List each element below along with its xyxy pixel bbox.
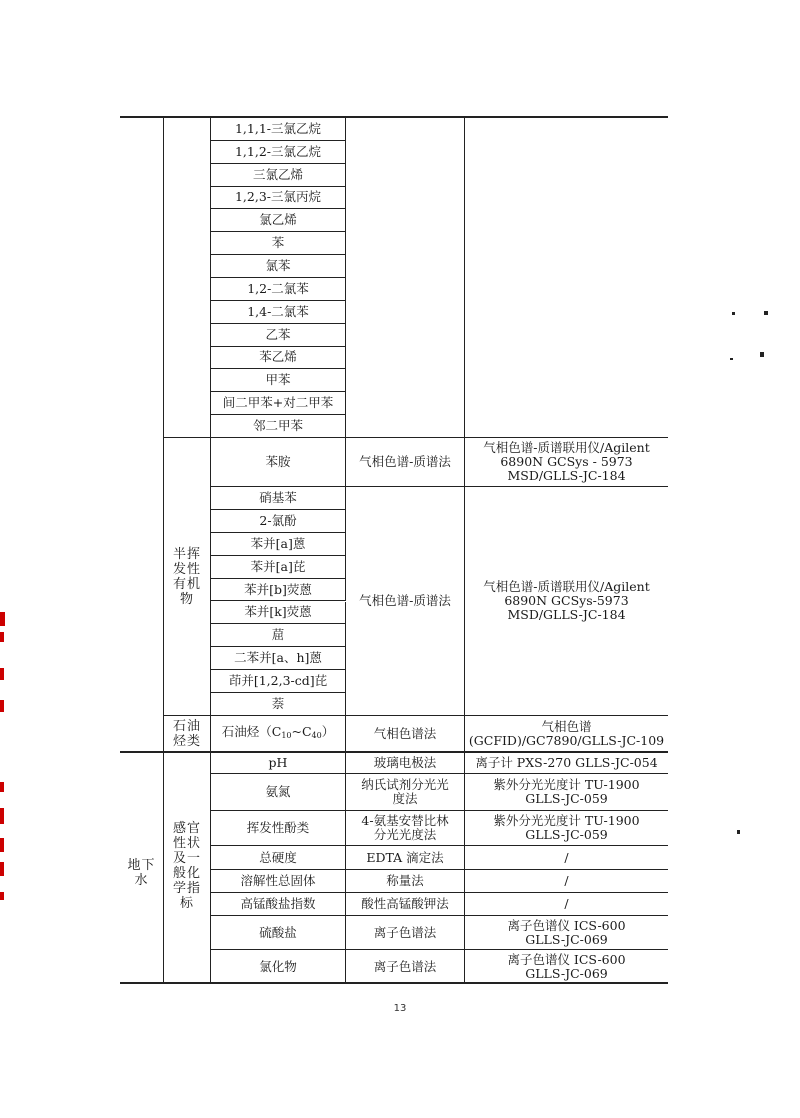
svoc-item: 苯并[b]荧蒽 <box>244 581 312 597</box>
aniline-instrument-line: MSD/GLLS-JC-184 <box>507 468 626 483</box>
groundwater-instrument-line: GLLS-JC-069 <box>525 931 608 947</box>
groundwater-method-line: 离子色谱法 <box>373 924 437 940</box>
voc-item-cell <box>211 301 346 324</box>
stamp-edge-mark <box>0 838 4 852</box>
groundwater-method-cell <box>346 846 465 870</box>
svoc-item-cell <box>211 556 346 579</box>
voc-item-cell <box>211 187 346 210</box>
stamp-edge-mark <box>0 612 5 626</box>
svoc-item-cell <box>211 487 346 510</box>
petroleum-instrument-line: 气相色谱 <box>541 719 592 734</box>
voc-item: 1,4-二氯苯 <box>247 303 309 319</box>
svoc-method: 气相色谱-质谱法 <box>359 593 451 608</box>
groundwater-medium-cell <box>120 752 164 983</box>
groundwater-instrument-cell <box>465 916 668 950</box>
groundwater-method-cell <box>346 752 465 774</box>
stamp-edge-mark <box>0 892 4 900</box>
groundwater-method-line: 离子色谱法 <box>373 958 437 974</box>
petroleum-instrument-line: (GCFID)/GC7890/GLLS-JC-109 <box>468 733 665 748</box>
svoc-item-cell <box>211 624 346 647</box>
svoc-instrument-line: MSD/GLLS-JC-184 <box>507 607 626 622</box>
svoc-item: 苯并[a]芘 <box>250 558 306 574</box>
aniline-method-cell <box>346 438 465 487</box>
groundwater-instrument-cell <box>465 950 668 983</box>
groundwater-method-line: 4-氨基安替比林 <box>361 813 449 828</box>
svoc-item-cell <box>211 533 346 556</box>
groundwater-method-cell <box>346 870 465 893</box>
svoc-category-line: 发性 <box>172 561 201 577</box>
svoc-item-cell <box>211 602 346 625</box>
svoc-item: 茚并[1,2,3-cd]芘 <box>228 673 328 689</box>
groundwater-instrument-line: GLLS-JC-059 <box>525 827 608 842</box>
groundwater-item: 溶解性总固体 <box>240 873 316 888</box>
voc-item-cell <box>211 369 346 392</box>
stamp-edge-mark <box>0 700 4 712</box>
groundwater-item-cell <box>211 846 346 870</box>
svoc-item: 苯并[k]荧蒽 <box>244 604 312 620</box>
groundwater-item: 挥发性酚类 <box>246 820 310 835</box>
scan-speck <box>730 358 733 360</box>
groundwater-instrument-line: / <box>564 873 569 888</box>
groundwater-method-cell <box>346 774 465 811</box>
voc-item: 1,1,1-三氯乙烷 <box>234 120 322 136</box>
groundwater-category-line: 感官 <box>172 820 201 836</box>
groundwater-category-line: 标 <box>179 895 194 911</box>
voc-item-cell <box>211 164 346 187</box>
voc-item: 1,2-二氯苯 <box>247 280 309 296</box>
groundwater-instrument-cell <box>465 774 668 811</box>
voc-item: 氯乙烯 <box>259 212 297 228</box>
groundwater-method-cell <box>346 916 465 950</box>
stamp-edge-mark <box>0 782 4 792</box>
voc-item: 苯 <box>271 235 285 251</box>
scan-speck <box>732 312 735 315</box>
groundwater-item-cell <box>211 916 346 950</box>
page-number: 13 <box>393 1003 407 1014</box>
svoc-item-cell <box>211 579 346 602</box>
voc-category-cell <box>164 118 211 438</box>
svoc-item: 苯并[a]蒽 <box>250 535 306 551</box>
voc-item: 甲苯 <box>265 372 291 388</box>
groundwater-item: 硫酸盐 <box>259 924 297 940</box>
groundwater-item: 总硬度 <box>259 849 297 865</box>
groundwater-medium-line: 水 <box>134 872 149 888</box>
voc-item-cell <box>211 392 346 415</box>
svoc-item-cell <box>211 510 346 533</box>
aniline-item-cell <box>211 438 346 487</box>
voc-item: 氯苯 <box>265 258 291 274</box>
groundwater-method-cell <box>346 893 465 916</box>
groundwater-method-line: 度法 <box>392 791 418 806</box>
groundwater-medium-line: 地下 <box>127 857 156 873</box>
voc-method-cell <box>346 118 465 438</box>
groundwater-instrument-cell <box>465 893 668 916</box>
groundwater-method-cell <box>346 950 465 983</box>
groundwater-instrument-line: 离子色谱仪 ICS-600 <box>507 951 626 967</box>
medium-cell-soil <box>120 118 164 752</box>
groundwater-item: 氯化物 <box>259 958 297 974</box>
scan-speck <box>764 311 768 315</box>
stamp-edge-mark <box>0 862 4 876</box>
svoc-item: 硝基苯 <box>259 489 297 505</box>
scan-speck <box>760 352 764 357</box>
groundwater-instrument-line: 紫外分光光度计 TU-1900 <box>493 813 640 828</box>
groundwater-instrument-line: 紫外分光光度计 TU-1900 <box>493 777 640 792</box>
voc-item-cell <box>211 255 346 278</box>
aniline-instrument-line: 6890N GCSys - 5973 <box>500 454 633 469</box>
stamp-edge-mark <box>0 668 4 680</box>
voc-item-cell <box>211 232 346 255</box>
petroleum-method: 气相色谱法 <box>373 726 437 741</box>
svoc-instrument-cell <box>465 487 668 716</box>
svoc-item-cell <box>211 647 346 670</box>
groundwater-category-line: 学指 <box>172 880 201 896</box>
groundwater-instrument-line: GLLS-JC-059 <box>525 791 608 806</box>
voc-item: 1,1,2-三氯乙烷 <box>234 143 322 159</box>
groundwater-instrument-line: GLLS-JC-069 <box>525 965 608 981</box>
aniline-instrument-line: 气相色谱-质谱联用仪/Agilent <box>483 440 650 455</box>
groundwater-category-line: 般化 <box>172 865 201 881</box>
groundwater-item: pH <box>268 754 288 770</box>
groundwater-method-cell <box>346 811 465 846</box>
groundwater-category-line: 性状 <box>172 835 201 851</box>
voc-item-cell <box>211 209 346 232</box>
svoc-method-cell <box>346 487 465 716</box>
groundwater-method-line: 分光光度法 <box>373 827 437 842</box>
voc-item-cell <box>211 347 346 370</box>
voc-item: 间二甲苯+对二甲苯 <box>222 395 334 411</box>
groundwater-method-line: 玻璃电极法 <box>373 754 437 770</box>
svoc-category-cell <box>164 438 211 716</box>
svoc-item-cell <box>211 670 346 693</box>
svoc-item-cell <box>211 693 346 716</box>
groundwater-item: 高锰酸盐指数 <box>240 896 316 911</box>
petroleum-instrument-cell <box>465 716 668 752</box>
stamp-edge-mark <box>0 808 4 824</box>
table-bottom-rule <box>120 982 668 984</box>
groundwater-method-line: EDTA 滴定法 <box>366 849 444 865</box>
scan-speck <box>737 830 740 834</box>
svoc-item: 2-氯酚 <box>259 512 297 528</box>
groundwater-category-cell <box>164 752 211 983</box>
groundwater-instrument-line: / <box>564 849 569 865</box>
svoc-instrument-line: 6890N GCSys-5973 <box>504 593 629 608</box>
groundwater-item-cell <box>211 752 346 774</box>
voc-item: 1,2,3-三氯丙烷 <box>234 189 322 205</box>
voc-item: 三氯乙烯 <box>252 166 303 182</box>
petroleum-item-cell <box>211 716 346 752</box>
groundwater-item-cell <box>211 950 346 983</box>
voc-item: 邻二甲苯 <box>252 418 303 434</box>
voc-item: 苯乙烯 <box>259 349 297 365</box>
voc-item-cell <box>211 118 346 141</box>
groundwater-category-line: 及一 <box>172 850 201 866</box>
petroleum-method-cell <box>346 716 465 752</box>
voc-item-cell <box>211 278 346 301</box>
svoc-item: 䓛 <box>271 627 285 643</box>
petroleum-category-cell <box>164 716 211 752</box>
voc-item-cell <box>211 141 346 164</box>
svoc-category-line: 半挥 <box>172 546 201 562</box>
groundwater-instrument-line: 离子计 PXS-270 GLLS-JC-054 <box>475 754 658 770</box>
stamp-edge-mark <box>0 632 4 642</box>
aniline-item: 苯胺 <box>265 454 291 469</box>
svoc-item: 二苯并[a、h]蒽 <box>234 650 322 666</box>
groundwater-item-cell <box>211 870 346 893</box>
voc-item: 乙苯 <box>265 326 291 342</box>
groundwater-item-cell <box>211 811 346 846</box>
groundwater-method-line: 酸性高锰酸钾法 <box>361 896 449 911</box>
svoc-instrument-line: 气相色谱-质谱联用仪/Agilent <box>483 579 650 594</box>
groundwater-instrument-cell <box>465 752 668 774</box>
voc-instrument-cell <box>465 118 668 438</box>
petroleum-category-line: 烃类 <box>172 734 201 749</box>
groundwater-instrument-line: 离子色谱仪 ICS-600 <box>507 917 626 933</box>
groundwater-method-line: 称量法 <box>386 873 424 888</box>
groundwater-method-line: 纳氏试剂分光光 <box>361 777 449 792</box>
groundwater-instrument-line: / <box>564 896 569 911</box>
svoc-category-line: 有机 <box>172 576 201 592</box>
groundwater-item-cell <box>211 893 346 916</box>
voc-item-cell <box>211 324 346 347</box>
groundwater-item: 氨氮 <box>265 784 291 799</box>
aniline-method: 气相色谱-质谱法 <box>359 454 451 469</box>
svoc-category-line: 物 <box>179 591 194 607</box>
svoc-item: 萘 <box>271 696 285 712</box>
aniline-instrument-cell <box>465 438 668 487</box>
petroleum-category-line: 石油 <box>172 719 201 734</box>
groundwater-item-cell <box>211 774 346 811</box>
groundwater-instrument-cell <box>465 870 668 893</box>
petroleum-item: 石油烃$(C_{10}\sim C_{40})$ <box>221 724 335 740</box>
groundwater-instrument-cell <box>465 846 668 870</box>
voc-item-cell <box>211 415 346 438</box>
groundwater-instrument-cell <box>465 811 668 846</box>
